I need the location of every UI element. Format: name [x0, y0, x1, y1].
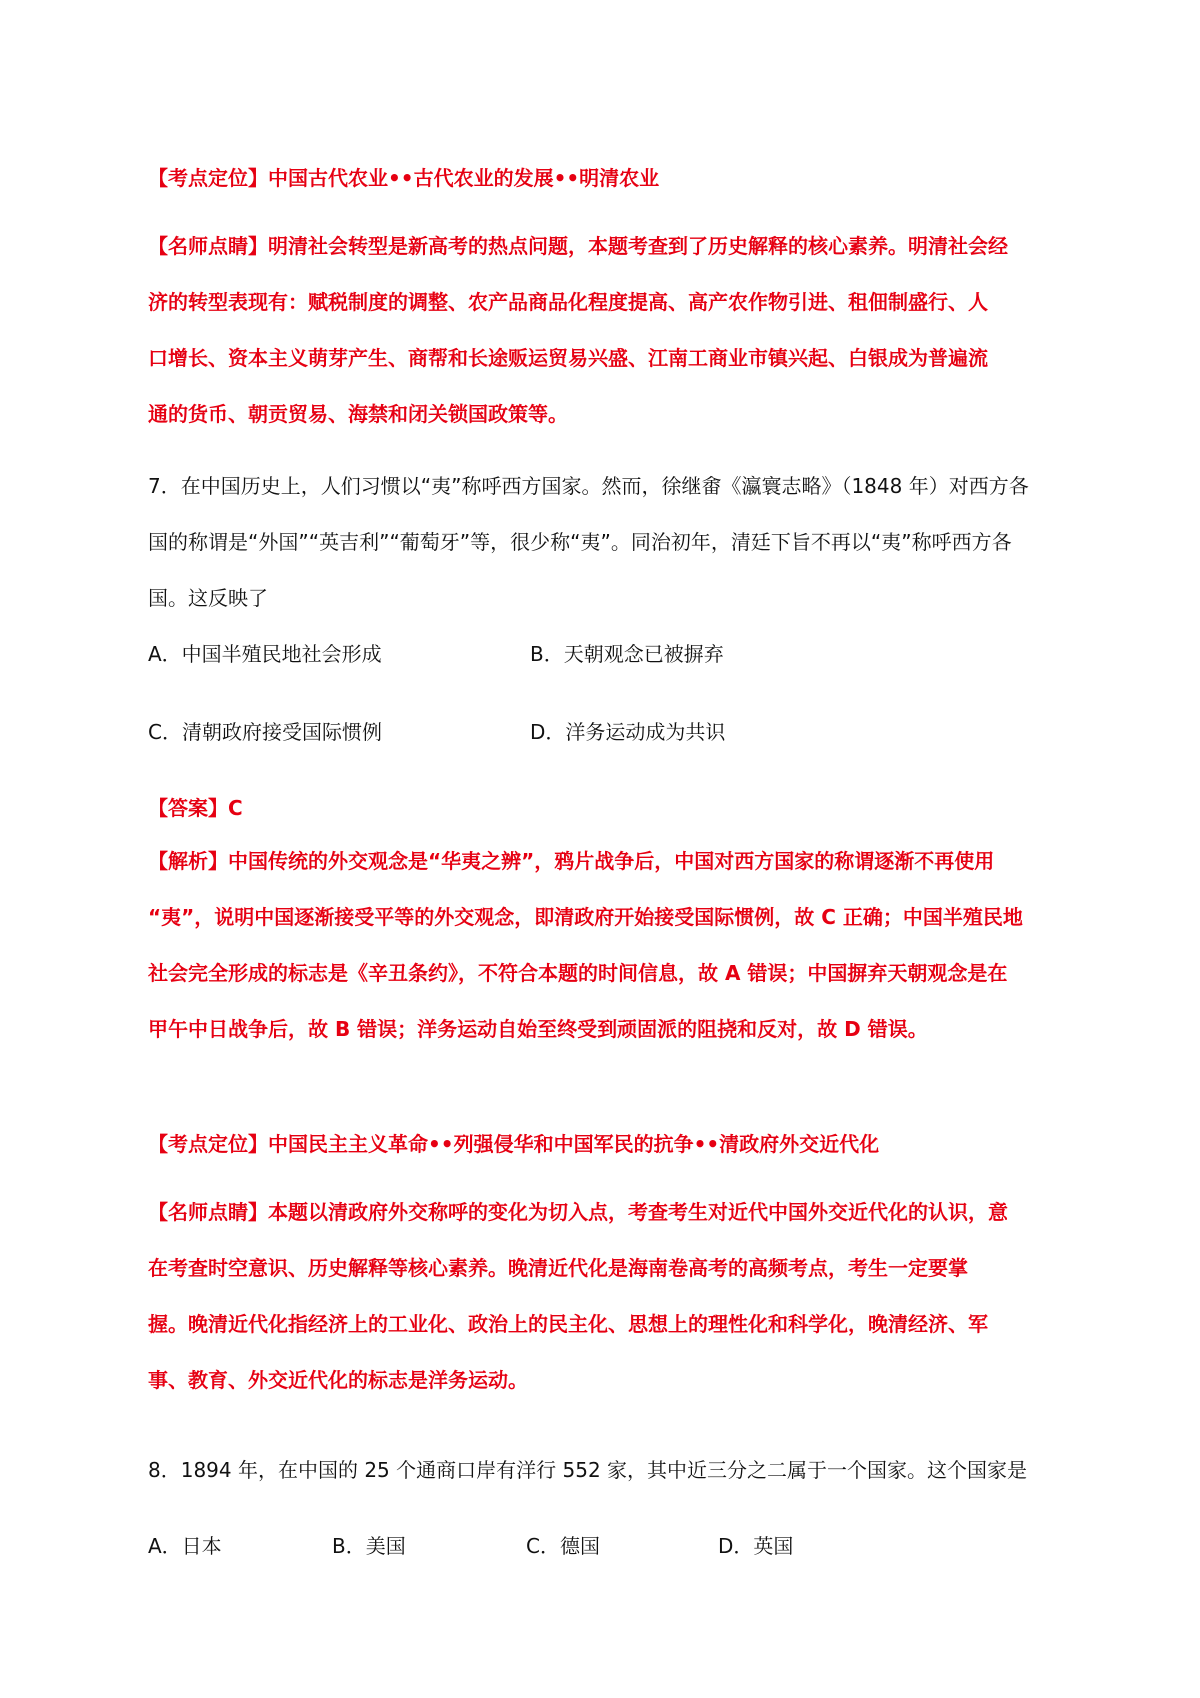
- q8-option-b: B．美国: [332, 1534, 406, 1558]
- mingshi-line: 通的货币、朝贡贸易、海禁和闭关锁国政策等。: [148, 402, 568, 426]
- q8-option-c: C．德国: [526, 1534, 600, 1558]
- mingshi-line: 【名师点睛】本题以清政府外交称呼的变化为切入点，考查考生对近代中国外交近代化的认识，意: [148, 1200, 1008, 1224]
- kaodian-label-q6: 【考点定位】中国古代农业••古代农业的发展••明清农业: [148, 166, 660, 190]
- analysis-line: “夷”，说明中国逐渐接受平等的外交观念，即清政府开始接受国际惯例，故 C 正确；中国半殖民地: [148, 905, 1023, 929]
- mingshi-line: 口增长、资本主义萌芽产生、商帮和长途贩运贸易兴盛、江南工商业市镇兴起、白银成为普遍流: [148, 346, 988, 370]
- q7-option-b: B．天朝观念已被摒弃: [530, 642, 724, 666]
- mingshi-line: 在考查时空意识、历史解释等核心素养。晚清近代化是海南卷高考的高频考点，考生一定要掌: [148, 1256, 968, 1280]
- q7-option-c: C．清朝政府接受国际惯例: [148, 720, 382, 744]
- kaodian-label-q7: 【考点定位】中国民主主义革命••列强侵华和中国军民的抗争••清政府外交近代化: [148, 1132, 880, 1156]
- q7-option-d: D．洋务运动成为共识: [530, 720, 726, 744]
- mingshi-block-q7: [148, 1184, 1068, 1408]
- stem-line: 国。这反映了: [148, 586, 268, 610]
- q7-analysis: [148, 833, 1068, 1057]
- analysis-line: 【解析】中国传统的外交观念是“华夷之辨”，鸦片战争后，中国对西方国家的称谓逐渐不再使用: [148, 849, 995, 873]
- mingshi-line: 事、教育、外交近代化的标志是洋务运动。: [148, 1368, 528, 1392]
- q8-option-d: D．英国: [718, 1534, 794, 1558]
- mingshi-line: 济的转型表现有：赋税制度的调整、农产品商品化程度提高、高产农作物引进、租佃制盛行、人: [148, 290, 988, 314]
- mingshi-line: 握。晚清近代化指经济上的工业化、政治上的民主化、思想上的理性化和科学化，晚清经济、军: [148, 1312, 988, 1336]
- question-7-stem: [148, 458, 1068, 626]
- question-8-stem: 8．1894 年，在中国的 25 个通商口岸有洋行 552 家，其中近三分之二属于一个国家。这个国家是: [148, 1458, 1028, 1482]
- analysis-line: 甲午中日战争后，故 B 错误；洋务运动自始至终受到顽固派的阻挠和反对，故 D 错误。: [148, 1017, 928, 1041]
- mingshi-block-q6: [148, 218, 1068, 442]
- stem-line: 7．在中国历史上，人们习惯以“夷”称呼西方国家。然而，徐继畬《瀛寰志略》（1848 年）对西方各: [148, 474, 1029, 498]
- analysis-line: 社会完全形成的标志是《辛丑条约》，不符合本题的时间信息，故 A 错误；中国摒弃天朝观念是在: [148, 961, 1008, 985]
- q8-option-a: A．日本: [148, 1534, 222, 1558]
- q7-answer: 【答案】C: [148, 796, 243, 820]
- q7-option-a: A．中国半殖民地社会形成: [148, 642, 382, 666]
- mingshi-line: 【名师点睛】明清社会转型是新高考的热点问题，本题考查到了历史解释的核心素养。明清社会经: [148, 234, 1008, 258]
- stem-line: 国的称谓是“外国”“英吉利”“葡萄牙”等，很少称“夷”。同治初年，清廷下旨不再以“夷”称呼西方各: [148, 530, 1012, 554]
